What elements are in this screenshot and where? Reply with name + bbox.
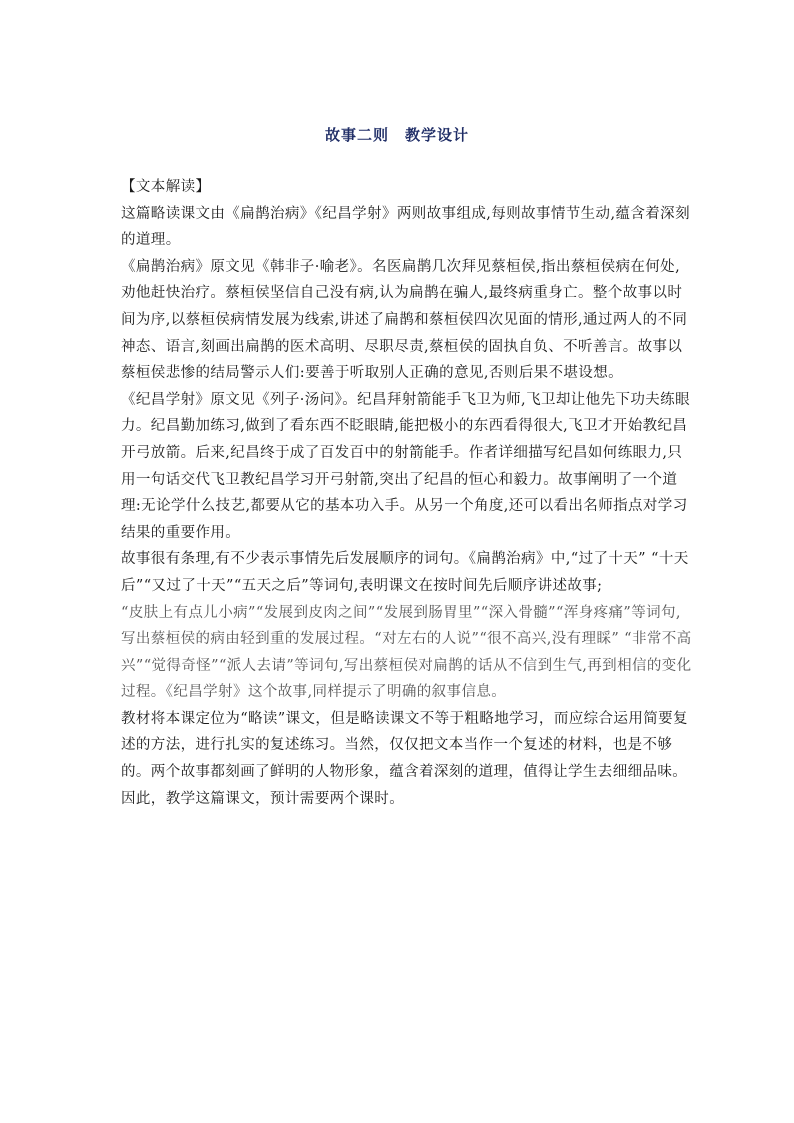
paragraph-illness-progression: “皮肤上有点儿小病”“发展到皮肉之间”“发展到肠胃里”“深入骨髓”“浑身疼痛”等词句,写出蔡桓侯的病由轻到重的发展过程。“对左右的人说”“很不高兴,没有理睬” “非常不高兴”“觉得奇怪”“派人去请”等词句,写出蔡桓侯对扁鹊的话从不信到生气,再到相信的变化过程。《纪昌学射》这个故事,同样提示了明确的叙事信息。 bbox=[121, 604, 692, 701]
paragraph-bianque: 《扁鹊治病》原文见《韩非子·喻老》。名医扁鹊几次拜见蔡桓侯,指出蔡桓侯病在何处,劝他赶快治疗。蔡桓侯坚信自己没有病,认为扁鹊在骗人,最终病重身亡。整个故事以时间为序,以蔡桓侯病情发展为线索,讲述了扁鹊和蔡桓侯四次见面的情形,通过两人的不同神态、语言,刻画出扁鹊的医术高明、尽职尽责,蔡桓侯的固执自负、不听善言。故事以蔡桓侯悲惨的结局警示人们:要善于听取别人正确的意见,否则后果不堪设想。 bbox=[121, 258, 688, 382]
document-title: 故事二则 教学设计 bbox=[324, 126, 469, 144]
paragraph-intro: 这篇略读课文由《扁鹊治病》《纪昌学射》两则故事组成,每则故事情节生动,蕴含着深刻的道理。 bbox=[121, 205, 690, 249]
paragraph-sequence: 故事很有条理,有不少表示事情先后发展顺序的词句。《扁鹊治病》中,“过了十天” “十天后”“又过了十天”“五天之后”等词句,表明课文在按时间先后顺序讲述故事; bbox=[121, 551, 689, 594]
section-heading: 【文本解读】 bbox=[121, 179, 211, 195]
paragraph-teaching-plan: 教材将本课定位为“略读”课文，但是略读课文不等于粗略地学习，而应综合运用简要复述的方法，进行扎实的复述练习。当然，仅仅把文本当作一个复述的材料，也是不够的。两个故事都刻画了鲜明的人物形象，蕴含着深刻的道理，值得让学生去细细品味。因此，教学这篇课文，预计需要两个课时。 bbox=[121, 710, 688, 807]
paragraph-jichang: 《纪昌学射》原文见《列子·汤问》。纪昌拜射箭能手飞卫为师,飞卫却让他先下功夫练眼力。纪昌勤加练习,做到了看东西不眨眼睛,能把极小的东西看得很大,飞卫才开始教纪昌开弓放箭。后来,纪昌终于成了百发百中的射箭能手。作者详细描写纪昌如何练眼力,只用一句话交代飞卫教纪昌学习开弓射箭,突出了纪昌的恒心和毅力。故事阐明了一个道理:无论学什么技艺,都要从它的基本功入手。从另一个角度,还可以看出名师指点对学习结果的重要作用。 bbox=[121, 391, 690, 541]
document-body bbox=[121, 174, 693, 812]
